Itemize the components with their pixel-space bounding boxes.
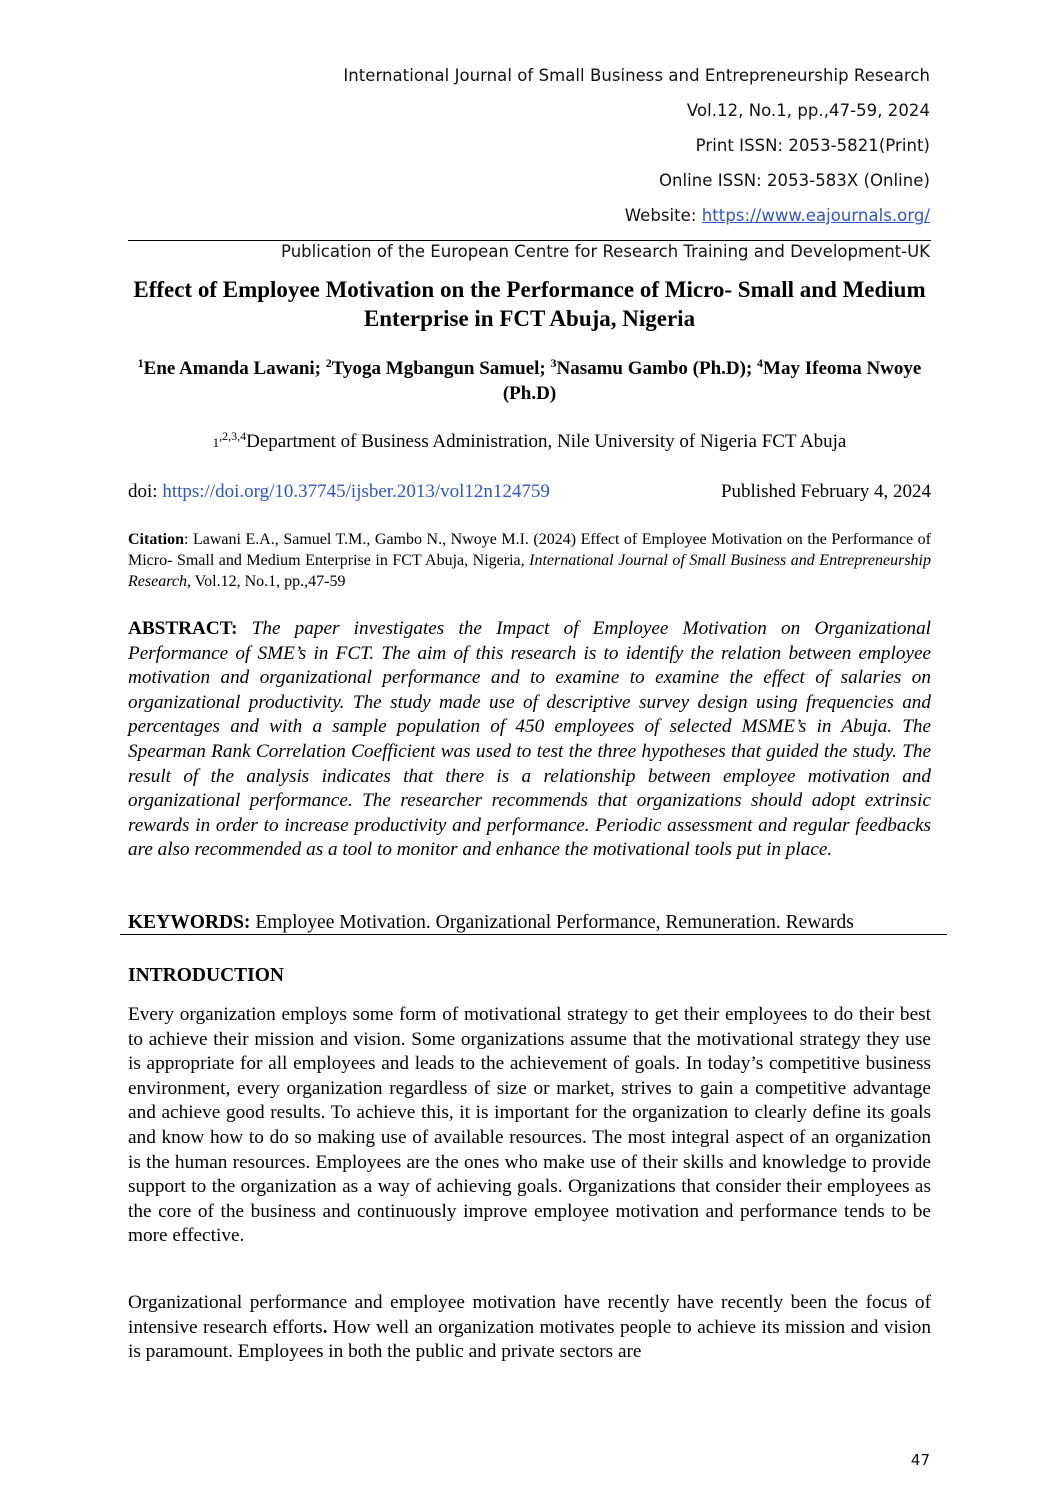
doi-row [128,479,931,505]
website-link[interactable]: https://www.eajournals.org/ [701,206,930,225]
affiliation-numbers: ,2,3,4 [219,429,247,443]
keywords-divider [120,934,947,935]
published-date: Published February 4, 2024 [720,481,931,502]
author-2-name: Tyoga Mgbangun Samuel; [331,358,546,379]
journal-name: International Journal of Small Business and Entrepreneurship Research [343,66,930,85]
abstract-label: ABSTRACT: [128,618,238,639]
author-list [128,356,931,406]
website-line [343,202,930,237]
keywords-text: Employee Motivation. Organizational Performance, Remuneration. Rewards [250,912,854,933]
citation-label: Citation [128,531,184,548]
author-3-name: Nasamu Gambo (Ph.D); [556,358,753,379]
publisher-line: Publication of the European Centre for Research Training and Development-UK [281,242,930,261]
author-1-name: Ene Amanda Lawani; [143,358,322,379]
online-issn: Online ISSN: 2053-583X (Online) [658,171,930,190]
doi-line [128,479,550,505]
author-2-number: 2 [325,356,332,370]
intro-paragraph-2-period: . [322,1316,328,1338]
author-1-number: 1 [137,356,144,370]
print-issn: Print ISSN: 2053-5821(Print) [695,136,930,155]
intro-paragraph-2 [128,1291,931,1365]
doi-label: doi: [128,481,158,502]
affiliation-number-lead: 1 [212,435,220,450]
affiliation [128,429,931,456]
keywords [128,910,854,935]
keywords-label: KEYWORDS: [128,912,251,933]
volume-info: Vol.12, No.1, pp.,47-59, 2024 [686,101,930,120]
introduction-heading: INTRODUCTION [128,965,285,986]
author-4-name: May Ifeoma Nwoye (Ph.D) [502,358,922,404]
citation-text: : Lawani E.A., Samuel T.M., Gambo N., Nwoye M.I. (2024) Effect of Employee Motivation on the Performance of Micro- Small and Medium Enterprise in FCT Abuja, Nigeria, [128,531,931,569]
author-3-number: 3 [550,356,557,370]
website-label: Website: [624,206,697,225]
intro-paragraph-2-start: Organizational performance and employee motivation have recently have recently been the focus of intensive research efforts [128,1292,931,1338]
citation-journal: International Journal of Small Business and Entrepreneurship Research [128,552,931,590]
citation [128,529,931,592]
author-4-number: 4 [757,356,764,370]
journal-header [343,62,930,237]
abstract [128,617,931,863]
intro-paragraph-2-end: How well an organization motivates people to achieve its mission and vision is paramount. Employees in both the public and private sectors are [128,1316,931,1363]
affiliation-text: Department of Business Administration, Nile University of Nigeria FCT Abuja [246,431,847,452]
doi-link[interactable]: https://doi.org/10.37745/ijsber.2013/vol12n124759 [162,481,550,502]
page-number: 47 [910,1451,930,1469]
article-title: Effect of Employee Motivation on the Performance of Micro- Small and Medium Enterprise in FCT Abuja, Nigeria [133,277,926,331]
citation-tail: , Vol.12, No.1, pp.,47-59 [186,573,346,590]
intro-paragraph-1: Every organization employs some form of motivational strategy to get their employees to do their best to achieve their mission and vision. Some organizations assume that the motivational strategy they use is appropriate for all employees and leads to the achievement of goals. In today’s competitive business environment, every organization regardless of size or market, strives to gain a competitive advantage and achieve good results. To achieve this, it is important for the organization to clearly define its goals and know how to do so making use of available resources. The most integral aspect of an organization is the human resources. Employees are the ones who make use of their skills and knowledge to provide support to the organization as a way of achieving goals. Organizations that consider their employees as the core of the business and continuously improve employee motivation and performance tends to be more effective. [128,1004,931,1247]
abstract-text: The paper investigates the Impact of Employee Motivation on Organizational Performance of SME’s in FCT. The aim of this research is to identify the relation between employee motivation and organizational performance and to examine to examine the effect of salaries on organizational productivity. The study made use of descriptive survey design using frequencies and percentages and with a sample population of 450 employees of selected MSME’s in Abuja. The Spearman Rank Correlation Coefficient was used to test the three hypotheses that guided the study. The result of the analysis indicates that there is a relationship between employee motivation and organizational performance. The researcher recommends that organizations should adopt extrinsic rewards in order to increase productivity and performance. Periodic assessment and regular feedbacks are also recommended as a tool to monitor and enhance the motivational tools put in place. [128,618,931,861]
